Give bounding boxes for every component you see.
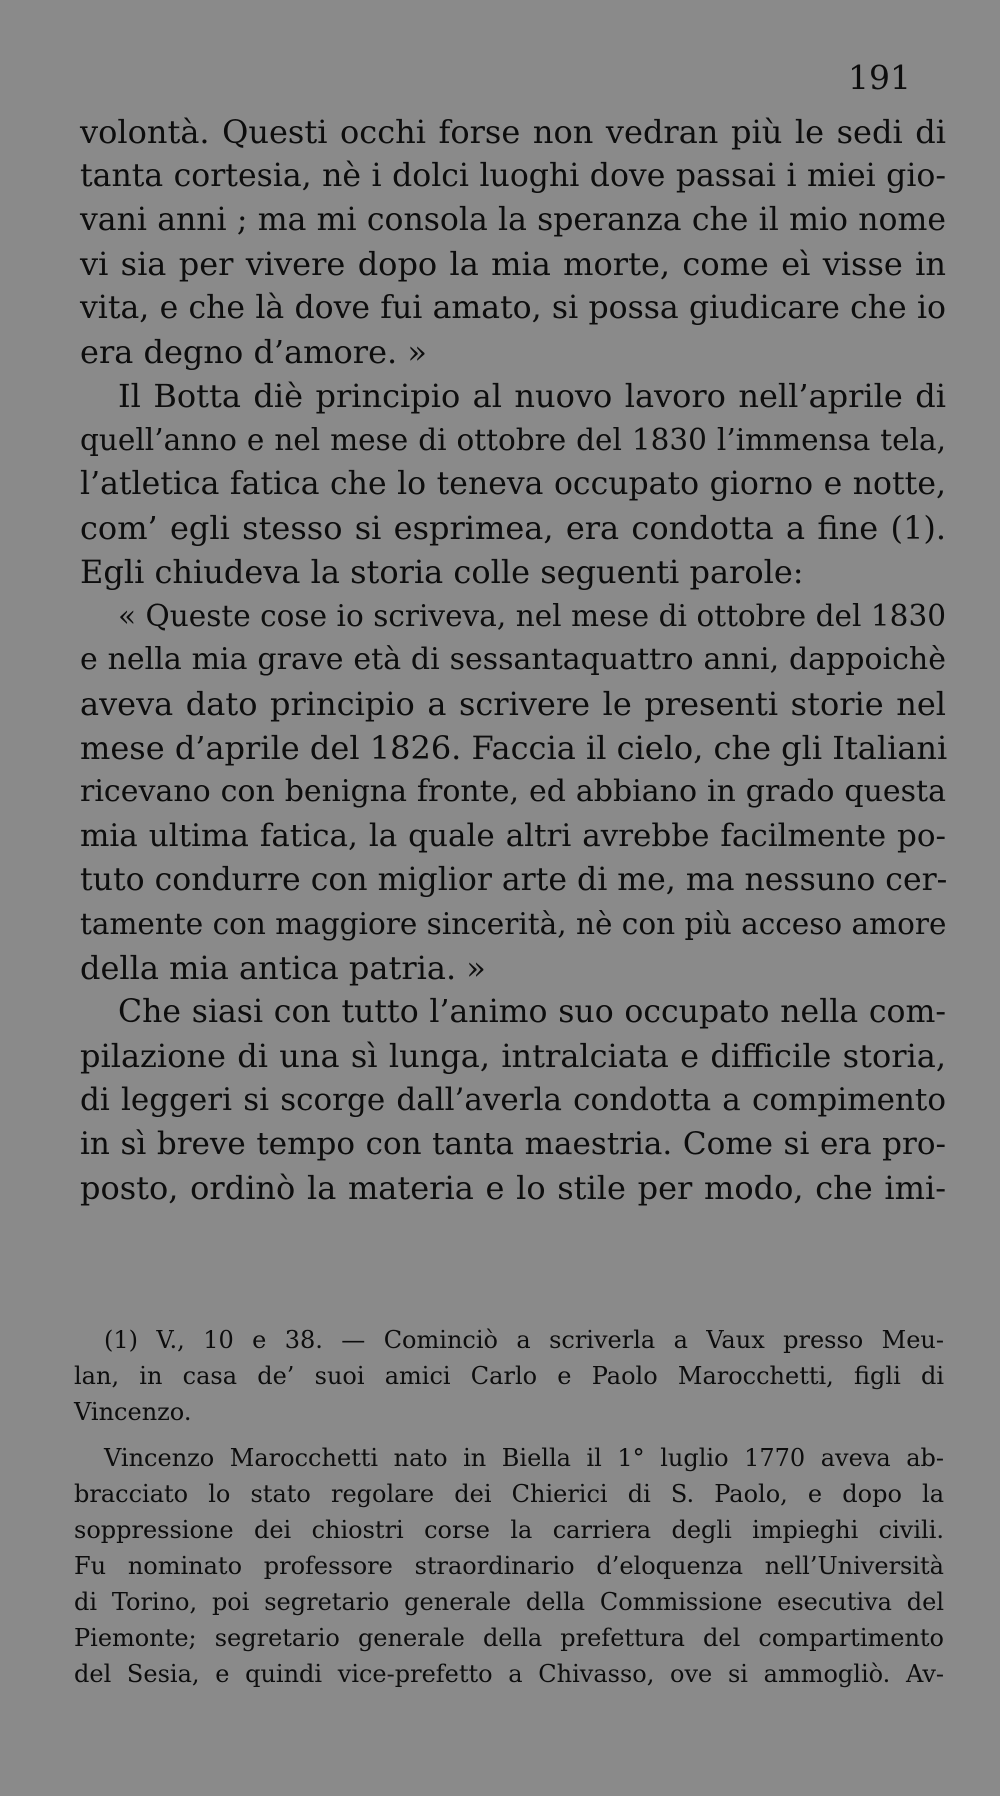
text-line: vita, e che là dove fui amato, si possa giudicare che io <box>80 290 946 326</box>
footnote-line: Fu nominato professore straordinario d’eloquenza nell’Università <box>74 1552 944 1580</box>
text-line: posto, ordinò la materia e lo stile per modo, che imi- <box>80 1169 946 1207</box>
text-line: di leggeri si scorge dall’averla condotta a compimento <box>80 1082 946 1118</box>
footnote-line: soppressione dei chiostri corse la carriera degli impieghi civili. <box>74 1516 944 1544</box>
text-line: in sì breve tempo con tanta maestria. Come si era pro- <box>80 1126 946 1162</box>
text-line: e nella mia grave età di sessantaquattro anni, dappoichè <box>80 642 946 677</box>
footnote-line: del Sesia, e quindi vice-prefetto a Chivasso, ove si ammogliò. Av- <box>74 1660 944 1688</box>
text-line: pilazione di una sì lunga, intralciata e difficile storia, <box>80 1037 946 1075</box>
text-line: Che siasi con tutto l’animo suo occupato nella com- <box>118 994 946 1030</box>
page-number: 191 <box>848 58 911 97</box>
text-line: tuto condurre con miglior arte di me, ma nessuno cer- <box>80 862 948 898</box>
text-line: Il Botta diè principio al nuovo lavoro nell’aprile di <box>118 377 946 415</box>
text-line: della mia antica patria. » <box>80 949 486 987</box>
text-line: ricevano con benigna fronte, ed abbiano in grado questa <box>80 774 946 809</box>
text-line: quell’anno e nel mese di ottobre del 1830 l’immensa tela, <box>80 423 946 457</box>
text-line: aveva dato principio a scrivere le presenti storie nel <box>80 685 946 723</box>
text-line: tanta cortesia, nè i dolci luoghi dove passai i miei gio- <box>80 158 946 194</box>
text-line: tamente con maggiore sincerità, nè con più acceso amore <box>80 907 947 941</box>
footnote-line: bracciato lo stato regolare dei Chierici di S. Paolo, e dopo la <box>74 1480 944 1508</box>
footnote-line: Vincenzo. <box>74 1398 192 1426</box>
footnote-line: (1) V., 10 e 38. — Cominciò a scriverla a Vaux presso Meu- <box>104 1326 944 1354</box>
footnote-line: Piemonte; segretario generale della prefettura del compartimento <box>74 1624 944 1652</box>
text-line: vi sia per vivere dopo la mia morte, come eì visse in <box>80 245 946 283</box>
text-line: volontà. Questi occhi forse non vedran più le sedi di <box>80 113 946 151</box>
text-line: « Queste cose io scriveva, nel mese di ottobre del 1830 <box>118 599 946 633</box>
text-line: mese d’aprile del 1826. Faccia il cielo, che gli Italiani <box>80 729 948 767</box>
footnote-line: di Torino, poi segretario generale della Commissione esecutiva del <box>74 1588 944 1616</box>
text-line: mia ultima fatica, la quale altri avrebbe facilmente po- <box>80 818 946 854</box>
footnote-line: lan, in casa de’ suoi amici Carlo e Paolo Marocchetti, figli di <box>74 1362 944 1390</box>
text-line: l’atletica fatica che lo teneva occupato giorno e notte, <box>80 466 946 502</box>
text-line: com’ egli stesso si esprimea, era condotta a fine (1). <box>80 509 946 547</box>
footnote-line: Vincenzo Marocchetti nato in Biella il 1° luglio 1770 aveva ab- <box>104 1444 944 1472</box>
text-line: vani anni ; ma mi consola la speranza che il mio nome <box>80 202 946 238</box>
text-line: Egli chiudeva la storia colle seguenti parole: <box>80 553 804 591</box>
text-line: era degno d’amore. » <box>80 333 427 371</box>
